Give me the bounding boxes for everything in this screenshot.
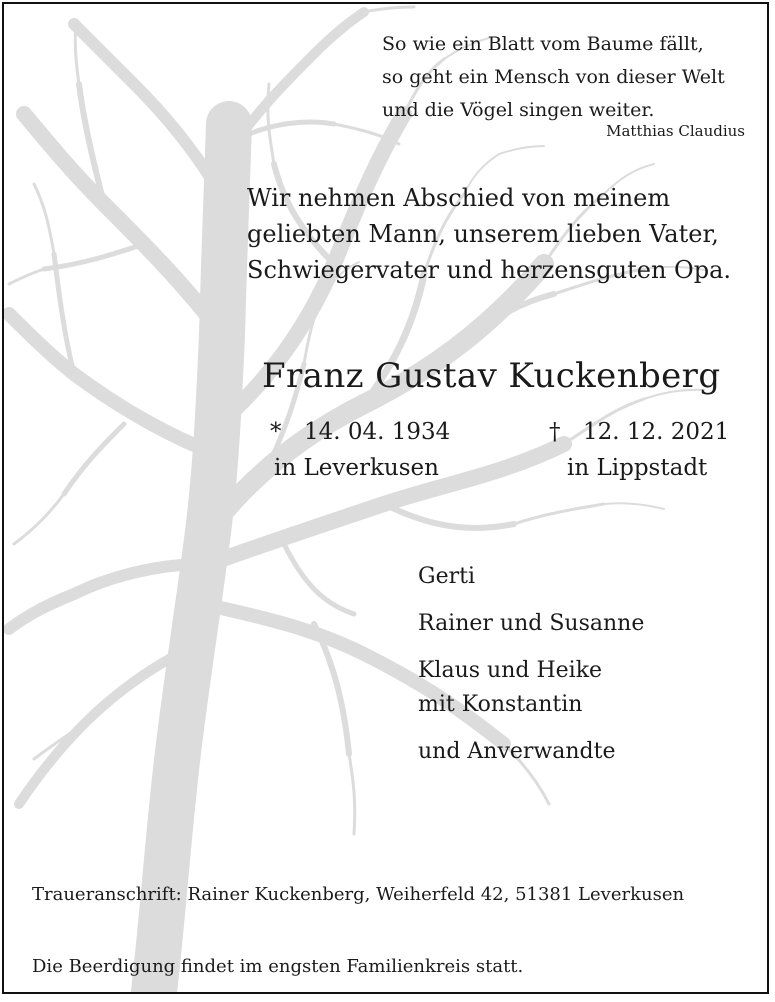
birth-date: 14. 04. 1934 [304, 419, 451, 445]
birth-star-icon: * [270, 419, 282, 445]
death-place: in Lippstadt [567, 455, 708, 481]
intro-line: Schwiegervater und herzensguten Opa. [247, 256, 732, 284]
deceased-name: Franz Gustav Kuckenberg [262, 356, 721, 396]
obituary-notice [2, 2, 769, 994]
birth-date-line [270, 414, 450, 450]
intro-line: Wir nehmen Abschied von meinem [247, 184, 671, 212]
birth-info [270, 414, 450, 486]
funeral-note: Die Beerdigung findet im engsten Familienkreis statt. [32, 956, 524, 977]
family-member: Gerti [418, 564, 475, 589]
death-cross-icon: † [549, 419, 561, 445]
birth-place: in Leverkusen [274, 455, 439, 481]
death-date-line [549, 414, 729, 450]
family-list [418, 560, 644, 782]
poem-author: Matthias Claudius [606, 122, 745, 140]
family-member [418, 654, 644, 722]
family-member: Rainer und Susanne [418, 611, 645, 636]
family-member: und Anverwandte [418, 739, 616, 764]
poem-line: so geht ein Mensch von dieser Welt [382, 66, 725, 88]
death-date: 12. 12. 2021 [583, 419, 730, 445]
death-info [549, 414, 729, 486]
poem-line: und die Vögel singen weiter. [382, 99, 655, 121]
mourning-address: Traueranschrift: Rainer Kuckenberg, Weiherfeld 42, 51381 Leverkusen [32, 884, 685, 905]
tree-silhouette-image [4, 4, 767, 992]
farewell-intro [247, 180, 731, 288]
intro-line: geliebten Mann, unserem lieben Vater, [247, 220, 719, 248]
family-member-line: mit Konstantin [418, 692, 583, 717]
poem-quote [382, 28, 725, 127]
family-member-line: Klaus und Heike [418, 658, 603, 683]
poem-line: So wie ein Blatt vom Baume fällt, [382, 33, 704, 55]
